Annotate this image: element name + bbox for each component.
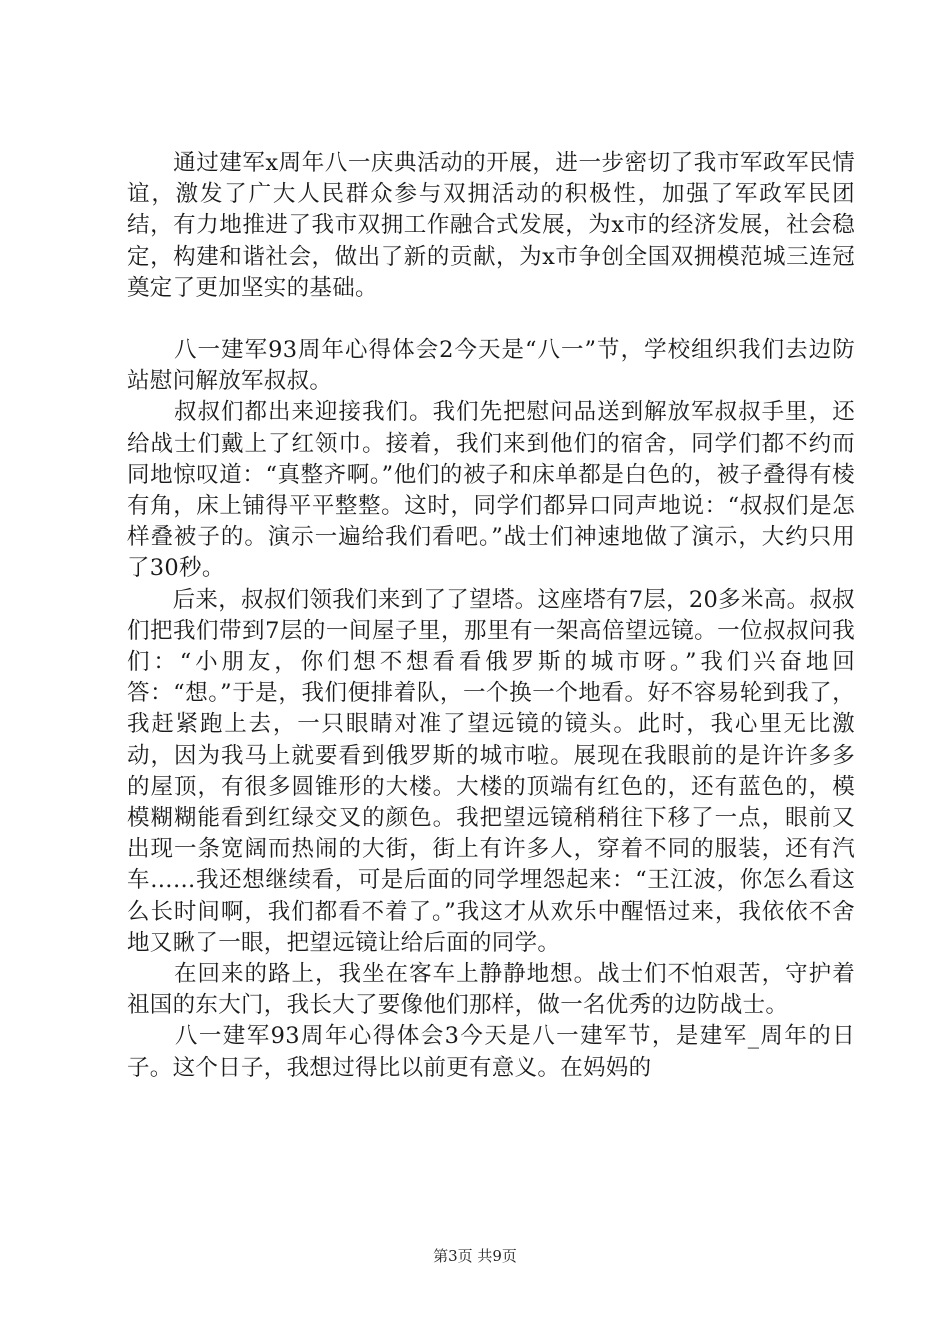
page-footer: 第3页 共9页	[433, 1247, 517, 1265]
paragraph-6: 八一建军93周年心得体会3今天是八一建军节，是建军_周年的日子。这个日子，我想过得比以前更有意义。在妈妈的	[127, 1023, 855, 1081]
paragraph-1: 通过建军x周年八一庆典活动的开展，进一步密切了我市军政军民情谊，激发了广大人民群众参与双拥活动的积极性，加强了军政军民团结，有力地推进了我市双拥工作融合式发展，为x市的经济发展，社会稳定，构建和谐社会，做出了新的贡献，为x市争创全国双拥模范城三连冠奠定了更加坚实的基础。	[127, 150, 855, 301]
paragraph-5: 在回来的路上，我坐在客车上静静地想。战士们不怕艰苦，守护着祖国的东大门，我长大了要像他们那样，做一名优秀的边防战士。	[127, 961, 855, 1019]
paragraph-4: 后来，叔叔们领我们来到了了望塔。这座塔有7层，20多米高。叔叔们把我们带到7层的一间屋子里，那里有一架高倍望远镜。一位叔叔问我们：“小朋友，你们想不想看看俄罗斯的城市呀。”我们兴奋地回答：“想。”于是，我们便排着队，一个换一个地看。好不容易轮到我了，我赶紧跑上去，一只眼睛对准了望远镜的镜头。此时，我心里无比激动，因为我马上就要看到俄罗斯的城市啦。展现在我眼前的是许许多多的屋顶，有很多圆锥形的大楼。大楼的顶端有红色的，还有蓝色的，模模糊糊能看到红绿交叉的颜色。我把望远镜稍稍往下移了一点，眼前又出现一条宽阔而热闹的大街，街上有许多人，穿着不同的服装，还有汽车……我还想继续看，可是后面的同学埋怨起来：“王江波，你怎么看这么长时间啊，我们都看不着了。”我这才从欢乐中醒悟过来，我依依不舍地又瞅了一眼，把望远镜让给后面的同学。	[127, 586, 855, 956]
paragraph-2: 八一建军93周年心得体会2今天是“八一”节，学校组织我们去边防站慰问解放军叔叔。	[127, 337, 855, 395]
paragraph-3: 叔叔们都出来迎接我们。我们先把慰问品送到解放军叔叔手里，还给战士们戴上了红领巾。接着，我们来到他们的宿舍，同学们都不约而同地惊叹道：“真整齐啊。”他们的被子和床单都是白色的，被子叠得有棱有角，床上铺得平平整整。这时，同学们都异口同声地说：“叔叔们是怎样叠被子的。演示一遍给我们看吧。”战士们神速地做了演示，大约只用了30秒。	[127, 399, 855, 582]
document-body	[127, 148, 855, 1084]
